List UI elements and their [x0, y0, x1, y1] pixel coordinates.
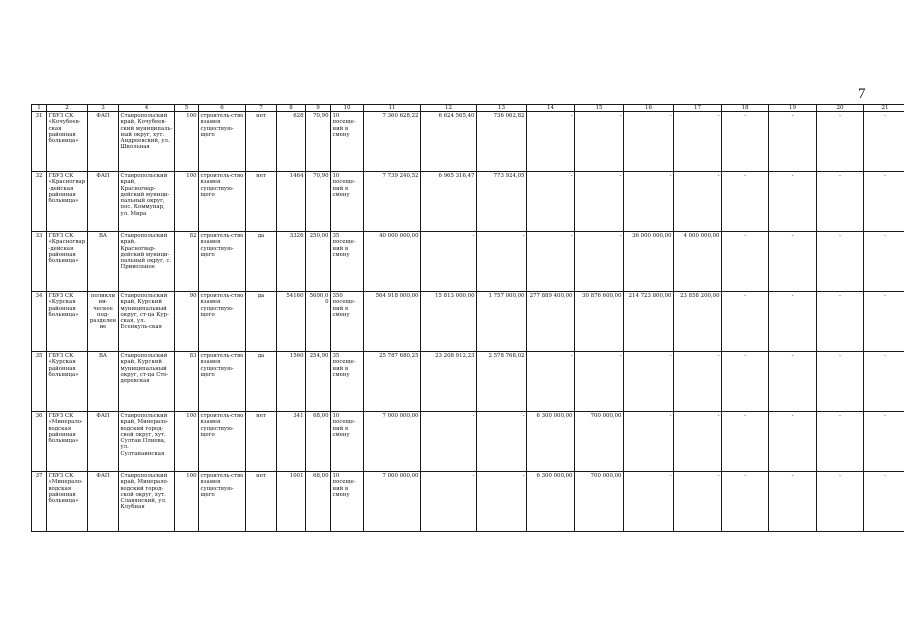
- institution-cell: ГБУЗ СК «Кочубеев-ская районная больница»: [47, 112, 88, 172]
- cost-cell-15: -: [575, 352, 624, 412]
- cost-cell-20: -: [817, 172, 864, 232]
- population-cell: 628: [277, 112, 306, 172]
- cost-cell-14: -: [527, 352, 575, 412]
- row-number: 32: [32, 172, 47, 232]
- row-number: 37: [32, 472, 47, 532]
- object-type-cell: ФАП: [88, 472, 119, 532]
- column-number-2: 2: [47, 105, 88, 112]
- column-number-3: 3: [88, 105, 119, 112]
- cost-cell-16: -: [624, 112, 674, 172]
- column-number-18: 18: [722, 105, 769, 112]
- cost-cell-12: 6 965 316,47: [421, 172, 477, 232]
- total-cost-cell: 7 360 628,22: [364, 112, 421, 172]
- cost-cell-12: 15 813 000,00: [421, 292, 477, 352]
- cost-cell-16: -: [624, 352, 674, 412]
- cost-cell-19: -: [769, 352, 817, 412]
- address-cell: Ставропольский край, Курский муниципальный округ, ст-ца Кур-ская, ул. Есенкуль-ская: [119, 292, 175, 352]
- column-number-row: [32, 105, 904, 112]
- address-cell: Ставропольский край, Красногвар-дейский муници-пальный округ, с. Привольное: [119, 232, 175, 292]
- cost-cell-20: -: [817, 232, 864, 292]
- column-number-20: 20: [817, 105, 864, 112]
- cost-cell-15: -: [575, 172, 624, 232]
- capacity-cell: 350 посеще-ний в смену: [331, 292, 364, 352]
- cost-cell-14: 6 300 000,00: [527, 472, 575, 532]
- cost-cell-13: 773 924,05: [477, 172, 527, 232]
- column-number-6: 6: [199, 105, 246, 112]
- cost-cell-21: -: [864, 112, 904, 172]
- cost-cell-20: -: [817, 412, 864, 472]
- table-row: [32, 412, 904, 472]
- cost-cell-20: -: [817, 112, 864, 172]
- object-type-cell: ВА: [88, 232, 119, 292]
- flag-cell: да: [246, 352, 277, 412]
- percent-cell: 82: [175, 232, 199, 292]
- cost-cell-16: -: [624, 412, 674, 472]
- area-cell: 70,90: [306, 112, 331, 172]
- total-cost-cell: 7 000 000,00: [364, 472, 421, 532]
- flag-cell: нет: [246, 172, 277, 232]
- institution-cell: ГБУЗ СК «Курская районная больница»: [47, 292, 88, 352]
- column-number-12: 12: [421, 105, 477, 112]
- cost-cell-19: -: [769, 112, 817, 172]
- population-cell: 3326: [277, 232, 306, 292]
- row-number: 35: [32, 352, 47, 412]
- total-cost-cell: 564 918 000,00: [364, 292, 421, 352]
- cost-cell-19: -: [769, 472, 817, 532]
- cost-cell-17: -: [674, 472, 722, 532]
- column-number-16: 16: [624, 105, 674, 112]
- cost-cell-12: -: [421, 232, 477, 292]
- address-cell: Ставропольский край, Красногвар-дейский муници-пальный округ, пос. Коммунар, ул. Мира: [119, 172, 175, 232]
- percent-cell: 100: [175, 472, 199, 532]
- cost-cell-21: -: [864, 232, 904, 292]
- work-type-cell: строитель-ство взамен существую-щего: [199, 352, 246, 412]
- cost-cell-13: -: [477, 232, 527, 292]
- register-table: [31, 104, 904, 532]
- total-cost-cell: 7 739 240,52: [364, 172, 421, 232]
- capacity-cell: 10 посеще-ний в смену: [331, 172, 364, 232]
- row-number: 36: [32, 412, 47, 472]
- page-number: 7: [858, 86, 866, 102]
- row-number: 33: [32, 232, 47, 292]
- work-type-cell: строитель-ство взамен существую-щего: [199, 232, 246, 292]
- cost-cell-12: -: [421, 412, 477, 472]
- register-body: [32, 105, 904, 532]
- cost-cell-15: -: [575, 112, 624, 172]
- cost-cell-18: -: [722, 292, 769, 352]
- area-cell: 68,00: [306, 412, 331, 472]
- cost-cell-17: -: [674, 352, 722, 412]
- cost-cell-13: 736 062,82: [477, 112, 527, 172]
- object-type-cell: ФАП: [88, 112, 119, 172]
- table-row: [32, 112, 904, 172]
- address-cell: Ставропольский край, Курский муниципальный округ, ст-ца Сто-деревская: [119, 352, 175, 412]
- flag-cell: да: [246, 292, 277, 352]
- population-cell: 1464: [277, 172, 306, 232]
- cost-cell-21: -: [864, 352, 904, 412]
- column-number-5: 5: [175, 105, 199, 112]
- area-cell: 254,90: [306, 352, 331, 412]
- flag-cell: да: [246, 232, 277, 292]
- cost-cell-21: -: [864, 292, 904, 352]
- area-cell: 250,00: [306, 232, 331, 292]
- total-cost-cell: 40 000 000,00: [364, 232, 421, 292]
- address-cell: Ставропольский край, Минерало-водский город-ской округ, хут. Славянский, ул. Клубная: [119, 472, 175, 532]
- cost-cell-14: -: [527, 112, 575, 172]
- institution-cell: ГБУЗ СК «Курская районная больница»: [47, 352, 88, 412]
- capacity-cell: 35 посеще-ний в смену: [331, 352, 364, 412]
- institution-cell: ГБУЗ СК «Минерало-водская районная больница»: [47, 412, 88, 472]
- cost-cell-15: 30 876 600,00: [575, 292, 624, 352]
- work-type-cell: строитель-ство взамен существую-щего: [199, 412, 246, 472]
- cost-cell-21: -: [864, 172, 904, 232]
- cost-cell-17: -: [674, 112, 722, 172]
- work-type-cell: строитель-ство взамен существую-щего: [199, 112, 246, 172]
- flag-cell: нет: [246, 112, 277, 172]
- cost-cell-15: 700 000,00: [575, 472, 624, 532]
- column-number-1: 1: [32, 105, 47, 112]
- cost-cell-12: -: [421, 472, 477, 532]
- cost-cell-16: -: [624, 172, 674, 232]
- cost-cell-20: -: [817, 292, 864, 352]
- column-number-4: 4: [119, 105, 175, 112]
- column-number-8: 8: [277, 105, 306, 112]
- column-number-15: 15: [575, 105, 624, 112]
- table-row: [32, 232, 904, 292]
- row-number: 31: [32, 112, 47, 172]
- work-type-cell: строитель-ство взамен существую-щего: [199, 292, 246, 352]
- column-number-19: 19: [769, 105, 817, 112]
- column-number-14: 14: [527, 105, 575, 112]
- cost-cell-13: -: [477, 472, 527, 532]
- address-cell: Ставропольский край, Кочубеев-ский муниципаль-ный округ, хут. Андреевский, ул. Школьная: [119, 112, 175, 172]
- column-number-21: 21: [864, 105, 904, 112]
- cost-cell-18: -: [722, 472, 769, 532]
- table-row: [32, 292, 904, 352]
- institution-cell: ГБУЗ СК «Красногвар-дейская районная больница»: [47, 172, 88, 232]
- cost-cell-20: -: [817, 472, 864, 532]
- cost-cell-17: 23 858 200,00: [674, 292, 722, 352]
- object-type-cell: поликлини-ческое под-разделение: [88, 292, 119, 352]
- cost-cell-18: -: [722, 172, 769, 232]
- capacity-cell: 10 посеще-ний в смену: [331, 472, 364, 532]
- column-number-17: 17: [674, 105, 722, 112]
- percent-cell: 100: [175, 172, 199, 232]
- object-type-cell: ФАП: [88, 172, 119, 232]
- population-cell: 341: [277, 412, 306, 472]
- total-cost-cell: 7 000 000,00: [364, 412, 421, 472]
- table-row: [32, 352, 904, 412]
- population-cell: 1001: [277, 472, 306, 532]
- flag-cell: нет: [246, 472, 277, 532]
- column-number-9: 9: [306, 105, 331, 112]
- work-type-cell: строитель-ство взамен существую-щего: [199, 472, 246, 532]
- area-cell: 5600,00: [306, 292, 331, 352]
- cost-cell-12: 6 624 565,40: [421, 112, 477, 172]
- cost-cell-17: -: [674, 172, 722, 232]
- cost-cell-16: -: [624, 472, 674, 532]
- address-cell: Ставропольский край, Минерало-водский город-ской округ, хут. Султан Плиева, ул. Султанаинская: [119, 412, 175, 472]
- row-number: 34: [32, 292, 47, 352]
- column-number-13: 13: [477, 105, 527, 112]
- capacity-cell: 10 посеще-ний в смену: [331, 412, 364, 472]
- cost-cell-13: -: [477, 412, 527, 472]
- cost-cell-19: -: [769, 412, 817, 472]
- cost-cell-18: -: [722, 352, 769, 412]
- table-row: [32, 172, 904, 232]
- cost-cell-14: 6 300 000,00: [527, 412, 575, 472]
- population-cell: 54160: [277, 292, 306, 352]
- cost-cell-15: -: [575, 232, 624, 292]
- percent-cell: 90: [175, 292, 199, 352]
- cost-cell-19: -: [769, 172, 817, 232]
- cost-cell-17: 4 000 000,00: [674, 232, 722, 292]
- column-number-11: 11: [364, 105, 421, 112]
- cost-cell-12: 23 208 912,23: [421, 352, 477, 412]
- population-cell: 1560: [277, 352, 306, 412]
- cost-cell-19: -: [769, 232, 817, 292]
- flag-cell: нет: [246, 412, 277, 472]
- cost-cell-20: -: [817, 352, 864, 412]
- cost-cell-14: -: [527, 232, 575, 292]
- cost-cell-21: -: [864, 472, 904, 532]
- cost-cell-14: -: [527, 172, 575, 232]
- cost-cell-18: -: [722, 232, 769, 292]
- cost-cell-17: -: [674, 412, 722, 472]
- cost-cell-15: 700 000,00: [575, 412, 624, 472]
- cost-cell-18: -: [722, 412, 769, 472]
- work-type-cell: строитель-ство взамен существую-щего: [199, 172, 246, 232]
- capacity-cell: 10 посеще-ний в смену: [331, 112, 364, 172]
- percent-cell: 100: [175, 412, 199, 472]
- cost-cell-13: 2 578 768,02: [477, 352, 527, 412]
- capacity-cell: 35 посеще-ний в смену: [331, 232, 364, 292]
- institution-cell: ГБУЗ СК «Красногвар-дейская районная больница»: [47, 232, 88, 292]
- table-row: [32, 472, 904, 532]
- cost-cell-14: 277 889 400,00: [527, 292, 575, 352]
- column-number-10: 10: [331, 105, 364, 112]
- total-cost-cell: 25 787 680,25: [364, 352, 421, 412]
- cost-cell-16: 214 723 800,00: [624, 292, 674, 352]
- column-number-7: 7: [246, 105, 277, 112]
- percent-cell: 100: [175, 112, 199, 172]
- cost-cell-21: -: [864, 412, 904, 472]
- object-type-cell: ФАП: [88, 412, 119, 472]
- area-cell: 70,90: [306, 172, 331, 232]
- percent-cell: 83: [175, 352, 199, 412]
- cost-cell-19: -: [769, 292, 817, 352]
- cost-cell-18: -: [722, 112, 769, 172]
- object-type-cell: ВА: [88, 352, 119, 412]
- area-cell: 68,00: [306, 472, 331, 532]
- cost-cell-13: 1 757 000,00: [477, 292, 527, 352]
- cost-cell-16: 36 000 000,00: [624, 232, 674, 292]
- institution-cell: ГБУЗ СК «Минерало-водская районная больница»: [47, 472, 88, 532]
